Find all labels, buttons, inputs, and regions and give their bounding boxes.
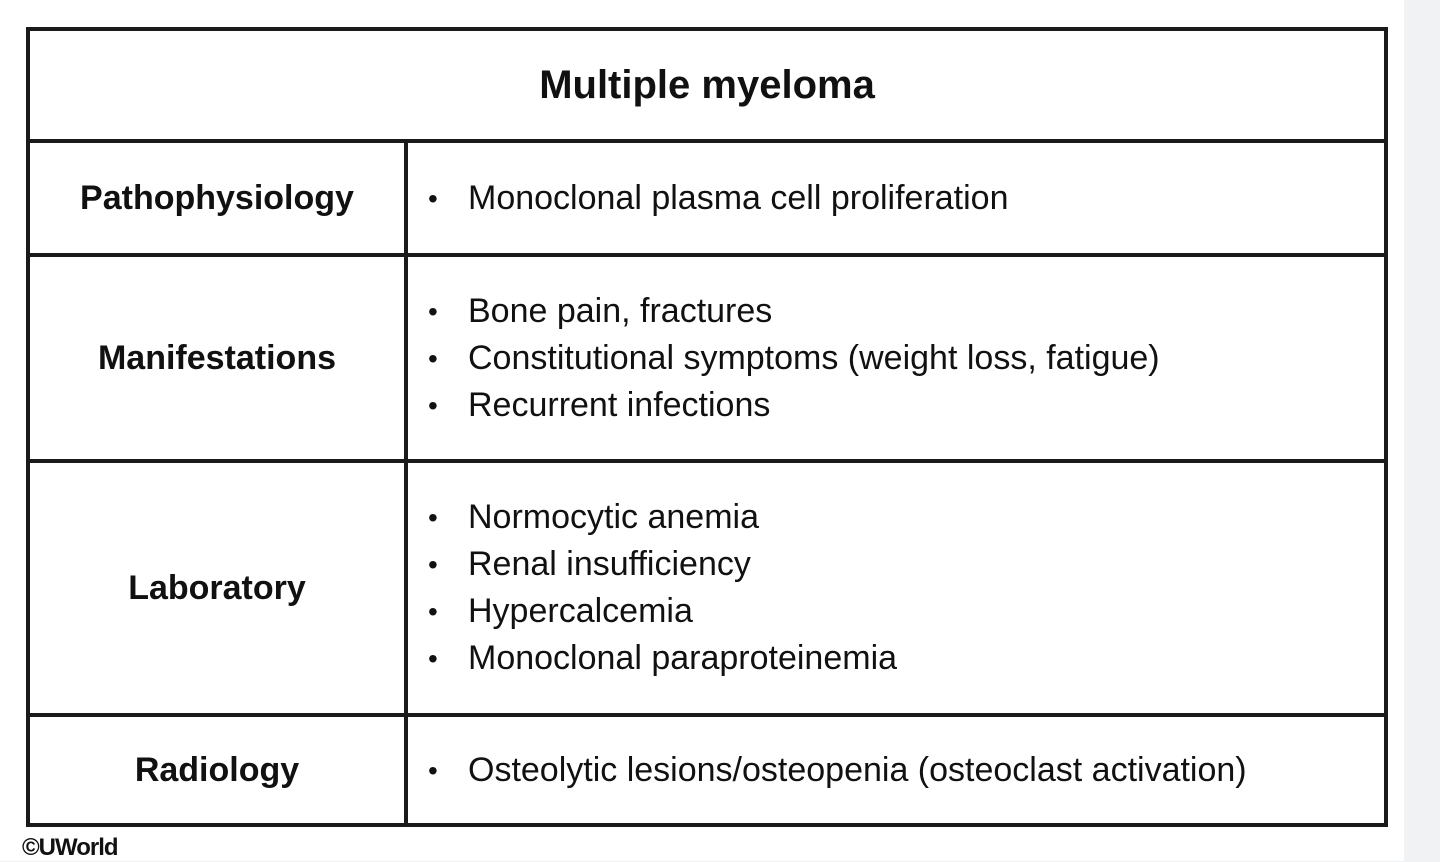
row-label-pathophysiology: Pathophysiology [30, 143, 408, 253]
table-row-laboratory [30, 463, 1384, 717]
row-items-laboratory [408, 463, 1384, 713]
bullet-icon: • [428, 502, 438, 533]
table-row-manifestations [30, 257, 1384, 463]
copyright-notice: ©UWorld [22, 834, 118, 861]
item-text: Monoclonal paraproteinemia [468, 639, 898, 677]
list-item [428, 382, 1372, 429]
table-row-radiology [30, 717, 1384, 823]
row-label-radiology: Radiology [30, 717, 408, 823]
list-item [428, 494, 1372, 541]
list-item [428, 541, 1372, 588]
list-item [428, 747, 1372, 794]
row-items-pathophysiology [408, 143, 1384, 253]
item-text: Osteolytic lesions/osteopenia (osteoclast activation) [468, 750, 1247, 789]
list-item [428, 588, 1372, 635]
summary-table [26, 27, 1388, 827]
item-text: Constitutional symptoms (weight loss, fatigue) [468, 338, 1160, 377]
bullet-icon: • [428, 295, 438, 327]
bullet-icon: • [428, 596, 438, 627]
list-item [428, 175, 1372, 222]
list-item [428, 288, 1372, 335]
bullet-icon: • [428, 643, 438, 674]
bullet-icon: • [428, 389, 438, 421]
list-item [428, 635, 1372, 682]
item-text: Recurrent infections [468, 385, 771, 424]
bullet-icon: • [428, 549, 438, 580]
item-text: Monoclonal plasma cell proliferation [468, 178, 1009, 217]
table-row-pathophysiology [30, 143, 1384, 257]
row-label-laboratory: Laboratory [30, 463, 408, 713]
row-label-manifestations: Manifestations [30, 257, 408, 459]
item-text: Renal insufficiency [468, 545, 751, 583]
bullet-icon: • [428, 754, 438, 786]
bullet-icon: • [428, 182, 438, 214]
item-text: Hypercalcemia [468, 592, 693, 630]
row-items-radiology [408, 717, 1384, 823]
bullet-icon: • [428, 342, 438, 374]
table-title: Multiple myeloma [30, 31, 1384, 143]
list-item [428, 335, 1372, 382]
row-items-manifestations [408, 257, 1384, 459]
item-text: Normocytic anemia [468, 498, 759, 536]
item-text: Bone pain, fractures [468, 291, 773, 330]
